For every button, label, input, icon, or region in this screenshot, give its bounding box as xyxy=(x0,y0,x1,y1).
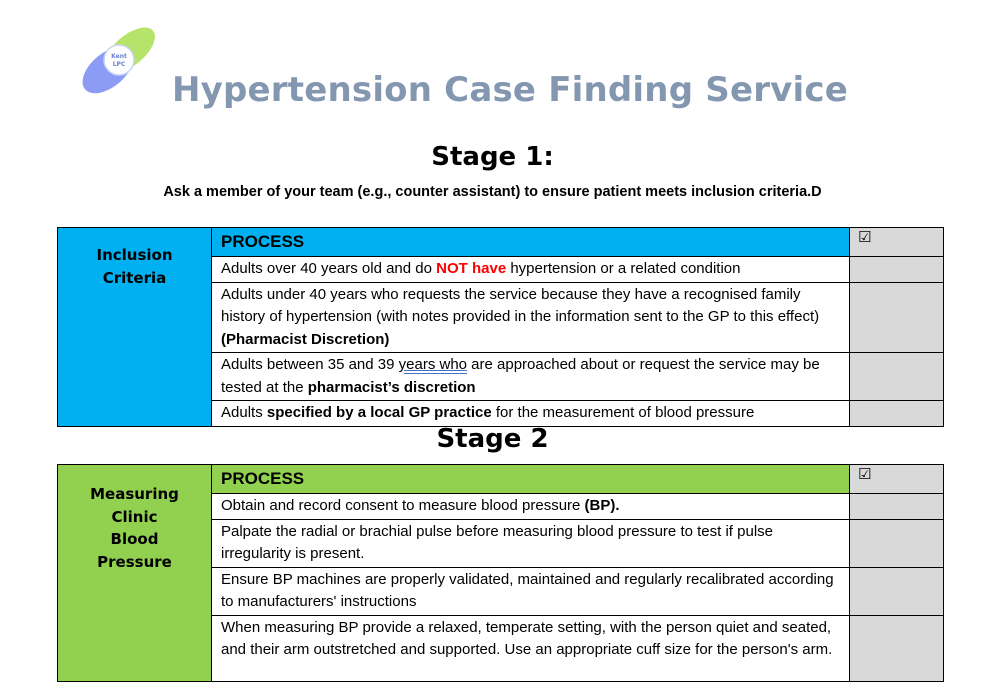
document-title: Hypertension Case Finding Service xyxy=(171,70,849,110)
side-label-line: Inclusion xyxy=(96,246,173,264)
process-text: Ensure BP machines are properly validated, maintained and regularly recalibrated according to manufacturers' instructions xyxy=(212,567,850,615)
process-text: When measuring BP provide a relaxed, temperate setting, with the person quiet and seated, and their arm outstretched and supported. Use an appropriate cuff size for the person's arm. xyxy=(212,615,850,681)
inclusion-criteria-label xyxy=(58,228,212,427)
side-label-line: Measuring xyxy=(90,485,179,503)
measuring-bp-table xyxy=(57,464,944,682)
check-cell[interactable] xyxy=(850,519,944,567)
stage-1-instructions: Ask a member of your team (e.g., counter assistant) to ensure patient meets inclusion criteria.D xyxy=(163,184,822,200)
check-cell[interactable] xyxy=(850,282,944,353)
check-cell[interactable] xyxy=(850,353,944,401)
check-cell[interactable] xyxy=(850,494,944,520)
side-label-line: Pressure xyxy=(97,552,172,571)
criteria-text: Adults specified by a local GP practice for the measurement of blood pressure xyxy=(212,401,850,427)
process-text: Palpate the radial or brachial pulse before measuring blood pressure to test if pulse irregularity is present. xyxy=(212,519,850,567)
process-header: PROCESS xyxy=(212,465,850,494)
criteria-text: Adults over 40 years old and do NOT have hypertension or a related condition xyxy=(212,257,850,283)
process-text: Obtain and record consent to measure blood pressure (BP). xyxy=(212,494,850,520)
side-label-line: Blood xyxy=(110,530,159,548)
checkbox-header-icon: ☑ xyxy=(850,228,944,257)
logo-center xyxy=(104,45,134,75)
kent-lpc-logo xyxy=(78,20,160,100)
logo-text-lpc: LPC xyxy=(112,61,126,68)
not-have-emphasis: NOT have xyxy=(436,260,507,277)
side-label-line: Criteria xyxy=(102,268,167,287)
criteria-text: Adults between 35 and 39 years who are approached about or request the service may be tested at the pharmacist’s discretion xyxy=(212,353,850,401)
stage-2-title: Stage 2 xyxy=(436,424,549,454)
measuring-clinic-bp-label xyxy=(58,465,212,682)
stage-1-title: Stage 1: xyxy=(431,142,554,172)
check-cell[interactable] xyxy=(850,615,944,681)
logo-text-kent: Kent xyxy=(111,53,127,60)
checkbox-header-icon: ☑ xyxy=(850,465,944,494)
criteria-text: Adults under 40 years who requests the service because they have a recognised family history of hypertension (with notes provided in the information sent to the GP to this effect) (Pharmacist Discretion) xyxy=(212,282,850,353)
side-label-line: Clinic xyxy=(111,507,158,526)
check-cell[interactable] xyxy=(850,567,944,615)
process-header: PROCESS xyxy=(212,228,850,257)
check-cell[interactable] xyxy=(850,401,944,427)
inclusion-criteria-table xyxy=(57,227,944,427)
check-cell[interactable] xyxy=(850,257,944,283)
